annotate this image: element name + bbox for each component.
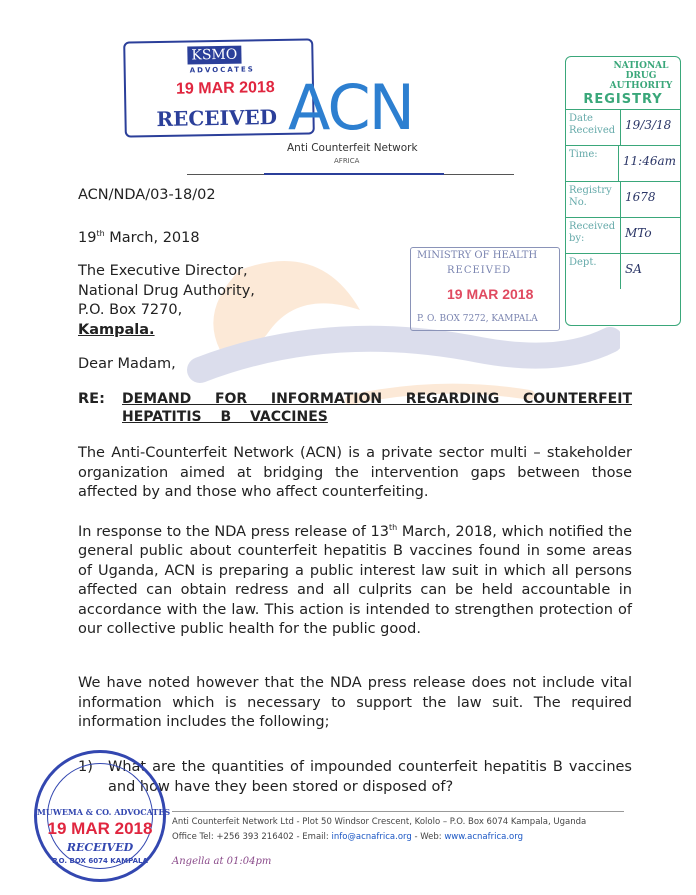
nda-row (566, 109, 680, 145)
footer-rule (172, 811, 624, 812)
nda-row-label: Registry No. (566, 182, 621, 217)
moh-label: RECEIVED (447, 265, 512, 276)
nda-registry-stamp (565, 56, 681, 326)
address-line: The Executive Director, (78, 263, 248, 279)
date-sup: th (96, 229, 105, 238)
nda-row-value: MTo (625, 226, 652, 240)
nda-row-value: 1678 (625, 190, 656, 204)
nda-registry-label: REGISTRY (583, 92, 663, 107)
nda-row-label: Received by: (566, 218, 621, 253)
muwema-date: 19 MAR 2018 (47, 819, 153, 838)
nda-row-label: Dept. (566, 254, 621, 289)
item-1: What are the quantities of impounded counterfeit hepatitis B vaccines and how have they been stored or disposed of? (108, 759, 632, 795)
address-line: P.O. Box 7270, (78, 302, 183, 318)
para2-sup: th (388, 523, 398, 532)
reference-number: ACN/NDA/03-18/02 (78, 187, 216, 203)
moh-date: 19 MAR 2018 (447, 286, 534, 302)
muwema-label: RECEIVED (66, 841, 134, 854)
watermark-swoosh (200, 339, 610, 370)
muwema-address: P.O. BOX 6074 KAMPALA (52, 857, 148, 865)
nda-title-2: DRUG (625, 71, 657, 81)
handwritten-signature: Angella at 01:04pm (172, 856, 272, 867)
para2-b: March, 2018, which notified the general public about counterfeit hepatitis B vaccines found in some areas of Uganda, ACN is preparing a public interest law suit in which all persons affected can obtain redress and all culprits can be held accountable in accordance with the law. This action is intended to strengthen protection of our collective public health for the public good. (78, 523, 632, 638)
muwema-received-stamp (34, 750, 171, 882)
nda-row (566, 217, 680, 253)
nda-row-value: 11:46am (622, 154, 676, 168)
moh-received-stamp (410, 247, 560, 331)
item-1-number: 1) (78, 759, 93, 775)
nda-row (566, 181, 680, 217)
date-rest: March, 2018 (104, 229, 200, 246)
salutation: Dear Madam, (78, 356, 176, 372)
paragraph-2 (78, 518, 632, 640)
acn-logo: ACN (288, 71, 413, 144)
nda-row-label: Date Received (566, 110, 621, 145)
logo-name: Anti Counterfeit Network (287, 142, 418, 154)
recipient-address (78, 262, 255, 340)
letter-date (78, 224, 200, 248)
moh-title: MINISTRY OF HEALTH (417, 250, 538, 261)
nda-row-label: Time: (566, 146, 619, 181)
logo-region: AFRICA (334, 157, 360, 165)
footer-tel: Office Tel: +256 393 216402 - Email: (172, 832, 332, 842)
footer-web-link[interactable]: www.acnafrica.org (444, 832, 523, 842)
address-city: Kampala. (78, 321, 155, 338)
nda-row-value: SA (625, 262, 642, 276)
nda-row (566, 145, 680, 181)
moh-address: P. O. BOX 7272, KAMPALA (417, 314, 538, 324)
nda-title-3: AUTHORITY (609, 81, 673, 91)
date-day: 19 (78, 229, 97, 246)
footer-address: Anti Counterfeit Network Ltd - Plot 50 Windsor Crescent, Kololo – P.O. Box 6074 Kampala, Uganda (172, 817, 587, 827)
ksmo-sub: ADVOCATES (189, 65, 255, 75)
ksmo-received-stamp (123, 38, 315, 137)
paragraph-1: The Anti-Counterfeit Network (ACN) is a private sector multi – stakeholder organization aimed at bridging the intervention gaps between those affected by and those who affect counterfeiting. (78, 445, 632, 500)
address-line: National Drug Authority, (78, 282, 255, 299)
footer-contact (172, 832, 523, 843)
header-rule-accent (264, 173, 444, 175)
footer-email-link[interactable]: info@acnafrica.org (331, 832, 412, 842)
nda-title-1: NATIONAL (613, 61, 669, 71)
ksmo-label: RECEIVED (156, 104, 278, 132)
re-label: RE: (78, 391, 105, 407)
nda-row (566, 253, 680, 289)
ksmo-brand: KSMO (187, 46, 241, 65)
para2-a: In response to the NDA press release of 13 (78, 523, 389, 540)
footer-web-prefix: - Web: (411, 832, 445, 842)
muwema-ring-text: MUWEMA & CO. ADVOCATES (37, 807, 171, 817)
paragraph-3: We have noted however that the NDA press release does not include vital information which is necessary to support the law suit. The required information includes the following; (78, 675, 632, 730)
nda-row-value: 19/3/18 (625, 118, 672, 132)
ksmo-date: 19 MAR 2018 (175, 79, 275, 98)
re-subject: DEMAND FOR INFORMATION REGARDING COUNTERFEIT HEPATITIS B VACCINES (122, 391, 632, 425)
